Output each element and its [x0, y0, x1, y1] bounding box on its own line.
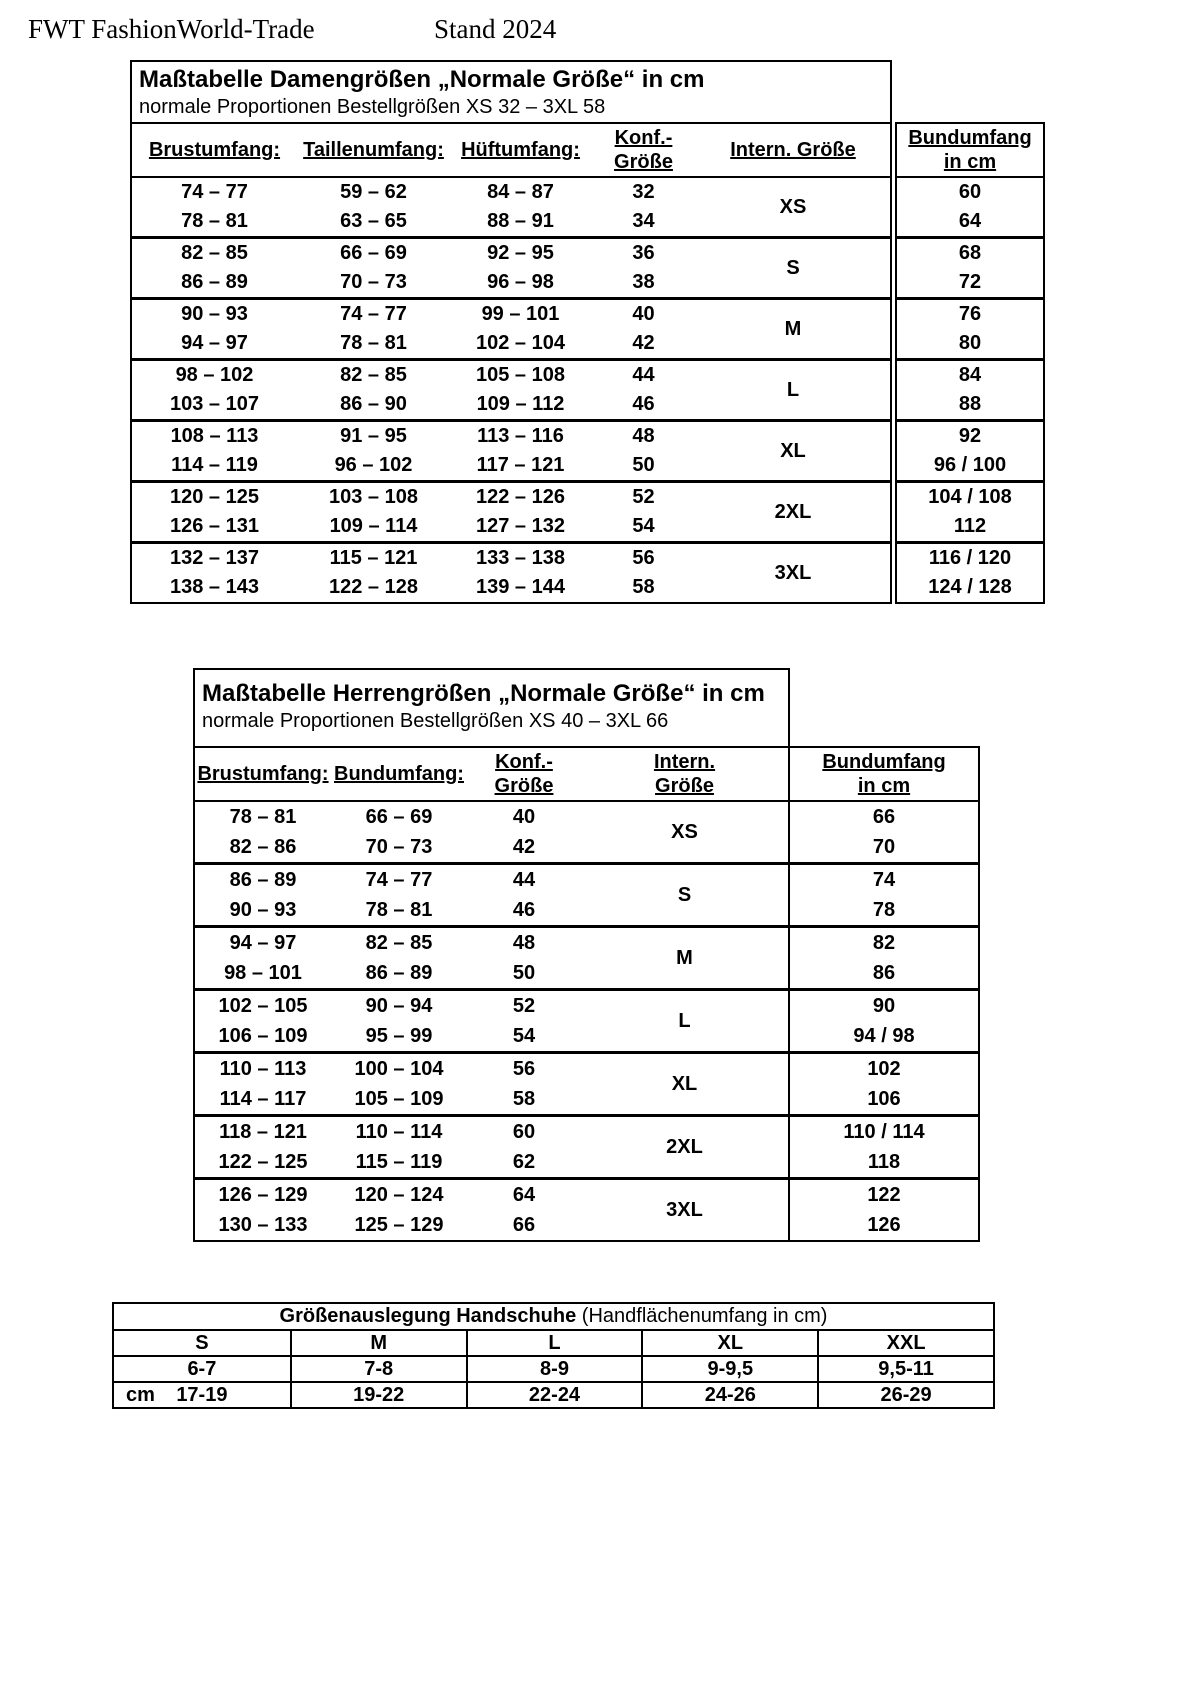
women-size-group [132, 541, 890, 602]
brustumfang-range: 74 – 77 [181, 181, 248, 203]
hueftumfang-range: 99 – 101 [481, 303, 560, 325]
brustumfang-range: 78 – 81 [181, 210, 248, 232]
glove-cm-range-cell [114, 1383, 290, 1407]
intern-groesse-label: M [784, 317, 802, 340]
hueftumfang-range: 122 – 126 [476, 486, 565, 508]
gloves-title-rest: (Handflächenumfang in cm) [576, 1305, 828, 1327]
women-size-group [132, 178, 890, 236]
taillenumfang-range: 103 – 108 [329, 486, 418, 508]
men-table-title: Maßtabelle Herrengrößen „Normale Größe“ in cm [202, 680, 765, 707]
women-table-title: Maßtabelle Damengrößen „Normale Größe“ in cm [139, 66, 705, 93]
intern-groesse-label: S [677, 883, 692, 906]
glove-hand-range-cell: 9,5-11 [817, 1357, 993, 1381]
glove-size-cell: M [290, 1331, 466, 1355]
brustumfang-range: 138 – 143 [170, 576, 259, 598]
brand-text: FWT FashionWorld-Trade [28, 14, 315, 44]
men-bund-body [790, 802, 978, 1240]
konf-groesse-value: 40 [512, 805, 536, 828]
brustumfang-range: 78 – 81 [229, 805, 297, 828]
konf-groesse-value: 58 [512, 1087, 536, 1110]
taillenumfang-range: 96 – 102 [334, 454, 413, 476]
women-bund-group [897, 480, 1043, 541]
konf-groesse-value: 56 [512, 1057, 536, 1080]
konf-groesse-value: 62 [512, 1150, 536, 1173]
men-bund-group [790, 925, 978, 988]
col-header-konf-groesse: Konf.- Größe [614, 127, 673, 173]
men-size-group [195, 862, 788, 925]
men-header-row [195, 748, 788, 802]
konf-groesse-value: 32 [632, 181, 655, 203]
bundumfang-cm-value: 94 / 98 [853, 1024, 915, 1047]
men-bund-group [790, 1177, 978, 1240]
bundumfang-range: 90 – 94 [365, 994, 433, 1017]
hueftumfang-range: 139 – 144 [476, 576, 565, 598]
bundumfang-cm-value: 122 [867, 1183, 901, 1206]
konf-groesse-value: 50 [512, 961, 536, 984]
brustumfang-range: 90 – 93 [181, 303, 248, 325]
bundumfang-range: 82 – 85 [365, 931, 433, 954]
hueftumfang-range: 113 – 116 [477, 425, 564, 447]
intern-groesse-label: XL [780, 439, 806, 462]
men-table-body [195, 802, 788, 1240]
bundumfang-cm-value: 104 / 108 [928, 486, 1012, 508]
intern-groesse-label: M [676, 946, 693, 969]
men-size-group [195, 925, 788, 988]
bundumfang-range: 125 – 129 [354, 1213, 444, 1236]
bundumfang-range: 66 – 69 [365, 805, 433, 828]
gloves-size-header-row [114, 1331, 993, 1355]
brustumfang-range: 118 – 121 [219, 1120, 307, 1143]
glove-hand-range-cell: 8-9 [466, 1357, 642, 1381]
brustumfang-range: 122 – 125 [218, 1150, 308, 1173]
bundumfang-cm-value: 86 [872, 961, 896, 984]
intern-groesse-label: L [678, 1009, 691, 1032]
bundumfang-cm-value: 112 [953, 515, 987, 537]
bundumfang-cm-value: 76 [958, 303, 982, 325]
col-header-bundumfang-cm: Bundumfang in cm [897, 124, 1043, 178]
bundumfang-range: 105 – 109 [354, 1087, 444, 1110]
brustumfang-range: 86 – 89 [229, 868, 297, 891]
brustumfang-range: 82 – 85 [181, 242, 248, 264]
intern-groesse-label: XS [779, 195, 807, 218]
konf-groesse-value: 44 [632, 364, 655, 386]
brustumfang-range: 114 – 117 [219, 1087, 307, 1110]
hueftumfang-range: 84 – 87 [487, 181, 554, 203]
intern-groesse-label: S [786, 256, 800, 279]
konf-groesse-value: 56 [632, 547, 655, 569]
bundumfang-cm-value: 72 [958, 271, 982, 293]
men-size-table [193, 668, 983, 1243]
brustumfang-range: 132 – 137 [170, 547, 259, 569]
bundumfang-range: 95 – 99 [365, 1024, 433, 1047]
col-header-brustumfang: Brustumfang: [197, 763, 329, 785]
bundumfang-cm-value: 80 [958, 332, 982, 354]
konf-groesse-value: 44 [512, 868, 536, 891]
bundumfang-cm-value: 118 [867, 1150, 901, 1173]
bundumfang-cm-value: 96 / 100 [933, 454, 1007, 476]
glove-cm-range-cell: 26-29 [817, 1383, 993, 1407]
intern-groesse-label: XS [671, 820, 698, 843]
taillenumfang-range: 115 – 121 [329, 547, 418, 569]
page-header [0, 14, 1190, 50]
men-bund-group [790, 988, 978, 1051]
bundumfang-cm-value: 88 [958, 393, 982, 415]
bundumfang-range: 100 – 104 [354, 1057, 444, 1080]
men-size-group [195, 1114, 788, 1177]
brustumfang-range: 110 – 113 [219, 1057, 307, 1080]
konf-groesse-value: 34 [632, 210, 655, 232]
brustumfang-range: 98 – 101 [224, 961, 302, 984]
bundumfang-range: 78 – 81 [365, 898, 433, 921]
men-bund-box [788, 746, 980, 1242]
hueftumfang-range: 88 – 91 [487, 210, 554, 232]
taillenumfang-range: 59 – 62 [340, 181, 407, 203]
glove-hand-range-cell: 9-9,5 [641, 1357, 817, 1381]
konf-groesse-value: 38 [632, 271, 655, 293]
brustumfang-range: 102 – 105 [218, 994, 308, 1017]
col-header-intern-groesse: Intern. Größe [653, 751, 716, 797]
women-bund-group [897, 297, 1043, 358]
col-header-hueftumfang: Hüftumfang: [461, 139, 580, 161]
glove-cm-range-cell: 19-22 [290, 1383, 466, 1407]
brustumfang-range: 82 – 86 [229, 835, 297, 858]
intern-groesse-label: XL [671, 1072, 698, 1095]
men-bund-group [790, 1114, 978, 1177]
intern-groesse-label: 2XL [666, 1135, 703, 1158]
men-table-title-box [193, 668, 790, 748]
taillenumfang-range: 74 – 77 [340, 303, 407, 325]
men-table-subtitle: normale Proportionen Bestellgrößen XS 40 – 3XL 66 [202, 710, 669, 732]
col-header-taillenumfang: Taillenumfang: [303, 139, 444, 161]
col-header-konf-groesse: Konf.- Größe [494, 751, 554, 797]
bundumfang-cm-value: 78 [872, 898, 896, 921]
konf-groesse-value: 46 [512, 898, 536, 921]
konf-groesse-value: 46 [632, 393, 655, 415]
glove-hand-range-cell: 7-8 [290, 1357, 466, 1381]
glove-cm-range-cell: 22-24 [466, 1383, 642, 1407]
konf-groesse-value: 52 [512, 994, 536, 1017]
brustumfang-range: 126 – 131 [170, 515, 259, 537]
women-size-group [132, 419, 890, 480]
brustumfang-range: 120 – 125 [170, 486, 259, 508]
gloves-table [112, 1302, 995, 1409]
women-size-table [130, 60, 1045, 605]
konf-groesse-value: 54 [512, 1024, 536, 1047]
bundumfang-cm-value: 70 [872, 835, 896, 858]
hueftumfang-range: 127 – 132 [476, 515, 565, 537]
brustumfang-range: 106 – 109 [218, 1024, 308, 1047]
men-size-group [195, 1051, 788, 1114]
women-bund-body [897, 178, 1043, 602]
konf-groesse-value: 60 [512, 1120, 536, 1143]
women-header-row [132, 124, 890, 178]
brustumfang-range: 94 – 97 [229, 931, 297, 954]
taillenumfang-range: 78 – 81 [340, 332, 407, 354]
bundumfang-cm-value: 102 [867, 1057, 901, 1080]
bundumfang-cm-value: 60 [958, 181, 982, 203]
men-size-group [195, 802, 788, 862]
bundumfang-cm-value: 84 [958, 364, 982, 386]
brustumfang-range: 103 – 107 [170, 393, 259, 415]
hueftumfang-range: 133 – 138 [476, 547, 565, 569]
konf-groesse-value: 66 [512, 1213, 536, 1236]
bundumfang-range: 70 – 73 [365, 835, 433, 858]
bundumfang-cm-value: 92 [958, 425, 982, 447]
women-bund-group [897, 236, 1043, 297]
men-size-group [195, 1177, 788, 1240]
brustumfang-range: 130 – 133 [218, 1213, 308, 1236]
glove-cm-range-cell: 24-26 [641, 1383, 817, 1407]
bundumfang-range: 120 – 124 [354, 1183, 444, 1206]
col-header-brustumfang: Brustumfang: [148, 139, 281, 161]
taillenumfang-range: 109 – 114 [329, 515, 418, 537]
taillenumfang-range: 70 – 73 [340, 271, 407, 293]
bundumfang-cm-value: 106 [867, 1087, 901, 1110]
intern-groesse-label: 3XL [774, 561, 812, 584]
men-bund-group [790, 1051, 978, 1114]
bundumfang-cm-value: 74 [872, 868, 896, 891]
brustumfang-range: 90 – 93 [229, 898, 297, 921]
brustumfang-range: 86 – 89 [181, 271, 248, 293]
hueftumfang-range: 102 – 104 [476, 332, 565, 354]
women-bund-group [897, 358, 1043, 419]
taillenumfang-range: 122 – 128 [329, 576, 418, 598]
bundumfang-cm-value: 68 [958, 242, 982, 264]
konf-groesse-value: 42 [512, 835, 536, 858]
intern-groesse-label: 2XL [774, 500, 812, 523]
brustumfang-range: 94 – 97 [181, 332, 248, 354]
women-table-title-box [130, 60, 892, 124]
gloves-cm-row [114, 1381, 993, 1407]
men-bund-group [790, 862, 978, 925]
women-table-body [132, 178, 890, 602]
konf-groesse-value: 40 [632, 303, 655, 325]
konf-groesse-value: 50 [632, 454, 655, 476]
glove-size-cell: L [466, 1331, 642, 1355]
hueftumfang-range: 105 – 108 [476, 364, 565, 386]
hueftumfang-range: 96 – 98 [487, 271, 554, 293]
bundumfang-cm-value: 124 / 128 [928, 576, 1012, 598]
hueftumfang-range: 92 – 95 [487, 242, 554, 264]
col-header-intern-groesse: Intern. Größe [730, 139, 856, 161]
hueftumfang-range: 117 – 121 [476, 454, 565, 476]
glove-hand-range-cell: 6-7 [187, 1357, 217, 1380]
konf-groesse-value: 36 [632, 242, 655, 264]
konf-groesse-value: 42 [632, 332, 655, 354]
gloves-hand-row [114, 1355, 993, 1381]
brustumfang-range: 98 – 102 [175, 364, 254, 386]
brustumfang-range: 126 – 129 [218, 1183, 308, 1206]
women-size-group [132, 236, 890, 297]
women-size-group [132, 480, 890, 541]
konf-groesse-value: 48 [512, 931, 536, 954]
women-bund-box [895, 122, 1045, 604]
bundumfang-range: 74 – 77 [365, 868, 433, 891]
women-size-group [132, 358, 890, 419]
intern-groesse-label: 3XL [666, 1198, 703, 1221]
brustumfang-range: 108 – 113 [170, 425, 259, 447]
women-main-table [130, 122, 892, 604]
col-header-bundumfang: Bundumfang: [334, 763, 464, 785]
glove-size-cell: XXL [817, 1331, 993, 1355]
intern-groesse-label: L [786, 378, 800, 401]
taillenumfang-range: 66 – 69 [340, 242, 407, 264]
konf-groesse-value: 48 [632, 425, 655, 447]
women-size-group [132, 297, 890, 358]
glove-cm-range: 17-19 [176, 1383, 228, 1406]
bundumfang-cm-value: 126 [867, 1213, 901, 1236]
bundumfang-range: 86 – 89 [365, 961, 433, 984]
men-size-group [195, 988, 788, 1051]
women-bund-group [897, 178, 1043, 236]
konf-groesse-value: 52 [632, 486, 655, 508]
gloves-title-bold: Größenauslegung Handschuhe [279, 1305, 577, 1327]
men-main-table [193, 746, 790, 1242]
taillenumfang-range: 63 – 65 [340, 210, 407, 232]
brustumfang-range: 114 – 119 [171, 454, 258, 476]
glove-size-cell: S [195, 1331, 209, 1354]
bundumfang-cm-value: 110 / 114 [843, 1120, 925, 1143]
taillenumfang-range: 86 – 90 [340, 393, 407, 415]
bundumfang-range: 115 – 119 [355, 1150, 443, 1173]
col-header-bundumfang-cm: Bundumfang in cm [790, 748, 978, 802]
konf-groesse-value: 58 [632, 576, 655, 598]
women-table-subtitle: normale Proportionen Bestellgrößen XS 32 – 3XL 58 [139, 96, 606, 118]
gloves-title [114, 1304, 993, 1331]
konf-groesse-value: 54 [632, 515, 655, 537]
glove-size-cell: XL [641, 1331, 817, 1355]
bundumfang-cm-value: 64 [958, 210, 982, 232]
bundumfang-cm-value: 66 [872, 805, 896, 828]
taillenumfang-range: 91 – 95 [340, 425, 407, 447]
taillenumfang-range: 82 – 85 [340, 364, 407, 386]
hueftumfang-range: 109 – 112 [476, 393, 565, 415]
stand-text: Stand 2024 [434, 14, 557, 44]
bundumfang-range: 110 – 114 [355, 1120, 443, 1143]
bundumfang-cm-value: 90 [872, 994, 896, 1017]
konf-groesse-value: 64 [512, 1183, 536, 1206]
cm-unit-label: cm [126, 1383, 155, 1406]
men-bund-group [790, 802, 978, 862]
bundumfang-cm-value: 82 [872, 931, 896, 954]
women-bund-group [897, 419, 1043, 480]
bundumfang-cm-value: 116 / 120 [928, 547, 1012, 569]
women-bund-group [897, 541, 1043, 602]
